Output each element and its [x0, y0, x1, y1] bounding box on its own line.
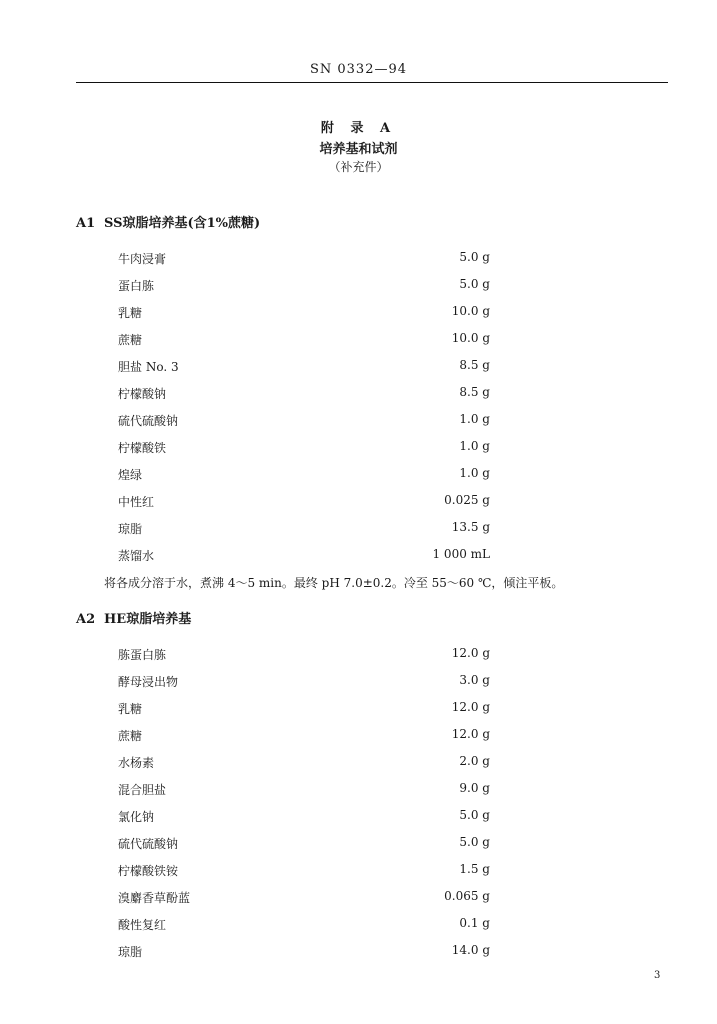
- ingredient-amount: 14.0 g: [451, 943, 490, 957]
- ingredient-row: [118, 547, 490, 567]
- ingredient-row: [118, 646, 490, 666]
- ingredient-amount: 12.0 g: [451, 727, 490, 741]
- ingredient-row: [118, 754, 490, 774]
- ingredient-amount: 8.5 g: [459, 385, 490, 399]
- ingredient-row: [118, 781, 490, 801]
- ingredient-row: [118, 304, 490, 324]
- ingredient-row: [118, 835, 490, 855]
- ingredient-amount: 13.5 g: [451, 520, 490, 534]
- ingredient-row: [118, 916, 490, 936]
- ingredient-amount: 5.0 g: [459, 250, 490, 264]
- ingredient-row: [118, 727, 490, 747]
- ingredient-name: 柠檬酸铁: [118, 441, 167, 455]
- section-a2-heading: [76, 608, 191, 627]
- ingredient-name: 蛋白胨: [118, 279, 155, 293]
- page-number: 3: [654, 970, 661, 981]
- ingredient-name: 牛肉浸膏: [118, 252, 167, 266]
- ingredient-name: 蔗糖: [118, 729, 143, 743]
- section-a1-heading: [76, 212, 260, 231]
- ingredient-row: [118, 412, 490, 432]
- ingredient-amount: 9.0 g: [459, 781, 490, 795]
- ingredient-amount: 0.025 g: [444, 493, 490, 507]
- preparation-instruction: 将各成分溶于水，煮沸 4～5 min。最终 pH 7.0±0.2。冷至 55～60 ℃，倾注平板。: [104, 576, 564, 590]
- ingredient-row: [118, 250, 490, 270]
- ingredient-amount: 5.0 g: [459, 277, 490, 291]
- ingredient-row: [118, 700, 490, 720]
- ingredient-row: [118, 862, 490, 882]
- ingredient-name: 煌绿: [118, 468, 143, 482]
- ingredient-amount: 1.0 g: [459, 412, 490, 426]
- ingredient-amount: 0.1 g: [459, 916, 490, 930]
- ingredient-row: [118, 943, 490, 963]
- ingredient-name: 柠檬酸钠: [118, 387, 167, 401]
- ingredient-amount: 10.0 g: [451, 304, 490, 318]
- ingredient-name: 混合胆盐: [118, 783, 167, 797]
- document-code-header: SN 0332—94: [309, 62, 408, 77]
- ingredient-row: [118, 520, 490, 540]
- ingredient-row: [118, 385, 490, 405]
- ingredient-amount: 2.0 g: [459, 754, 490, 768]
- ingredient-amount: 3.0 g: [459, 673, 490, 687]
- ingredient-name: 氯化钠: [118, 810, 155, 824]
- header-rule: [76, 82, 668, 83]
- ingredient-name: 溴麝香草酚蓝: [118, 891, 191, 905]
- ingredient-amount: 5.0 g: [459, 835, 490, 849]
- ingredient-name: 琼脂: [118, 945, 143, 959]
- ingredient-amount: 12.0 g: [451, 700, 490, 714]
- ingredient-row: [118, 808, 490, 828]
- ingredient-amount: 1.0 g: [459, 466, 490, 480]
- ingredient-amount: 10.0 g: [451, 331, 490, 345]
- ingredient-row: [118, 331, 490, 351]
- ingredient-amount: 1.0 g: [459, 439, 490, 453]
- ingredient-amount: 1.5 g: [459, 862, 490, 876]
- ingredient-name: 乳糖: [118, 702, 143, 716]
- ingredient-row: [118, 358, 490, 378]
- ingredient-row: [118, 889, 490, 909]
- ingredient-amount: 1 000 mL: [432, 547, 490, 561]
- ingredient-amount: 0.065 g: [444, 889, 490, 903]
- section-number: A1: [76, 216, 96, 231]
- ingredient-name: 中性红: [118, 495, 155, 509]
- ingredient-name: 柠檬酸铁铵: [118, 864, 179, 878]
- ingredient-name: 胨蛋白胨: [118, 648, 167, 662]
- ingredient-row: [118, 277, 490, 297]
- section-title: SS琼脂培养基(含1%蔗糖): [104, 216, 261, 231]
- appendix-subtitle: 培养基和试剂: [319, 142, 398, 157]
- ingredient-name: 蒸馏水: [118, 549, 155, 563]
- ingredient-amount: 5.0 g: [459, 808, 490, 822]
- ingredient-row: [118, 673, 490, 693]
- ingredient-row: [118, 439, 490, 459]
- appendix-note: （补充件）: [328, 160, 389, 174]
- ingredient-name: 胆盐 No. 3: [118, 360, 179, 374]
- ingredient-row: [118, 493, 490, 513]
- section-number: A2: [76, 612, 96, 627]
- ingredient-row: [118, 466, 490, 486]
- ingredient-amount: 12.0 g: [451, 646, 490, 660]
- ingredient-name: 乳糖: [118, 306, 143, 320]
- ingredient-name: 蔗糖: [118, 333, 143, 347]
- ingredient-amount: 8.5 g: [459, 358, 490, 372]
- ingredient-name: 琼脂: [118, 522, 143, 536]
- ingredient-name: 酵母浸出物: [118, 675, 179, 689]
- ingredient-name: 硫代硫酸钠: [118, 837, 179, 851]
- ingredient-name: 水杨素: [118, 756, 155, 770]
- appendix-title: 附 录 A: [320, 121, 397, 136]
- section-title: HE琼脂培养基: [104, 612, 192, 627]
- ingredient-name: 硫代硫酸钠: [118, 414, 179, 428]
- ingredient-name: 酸性复红: [118, 918, 167, 932]
